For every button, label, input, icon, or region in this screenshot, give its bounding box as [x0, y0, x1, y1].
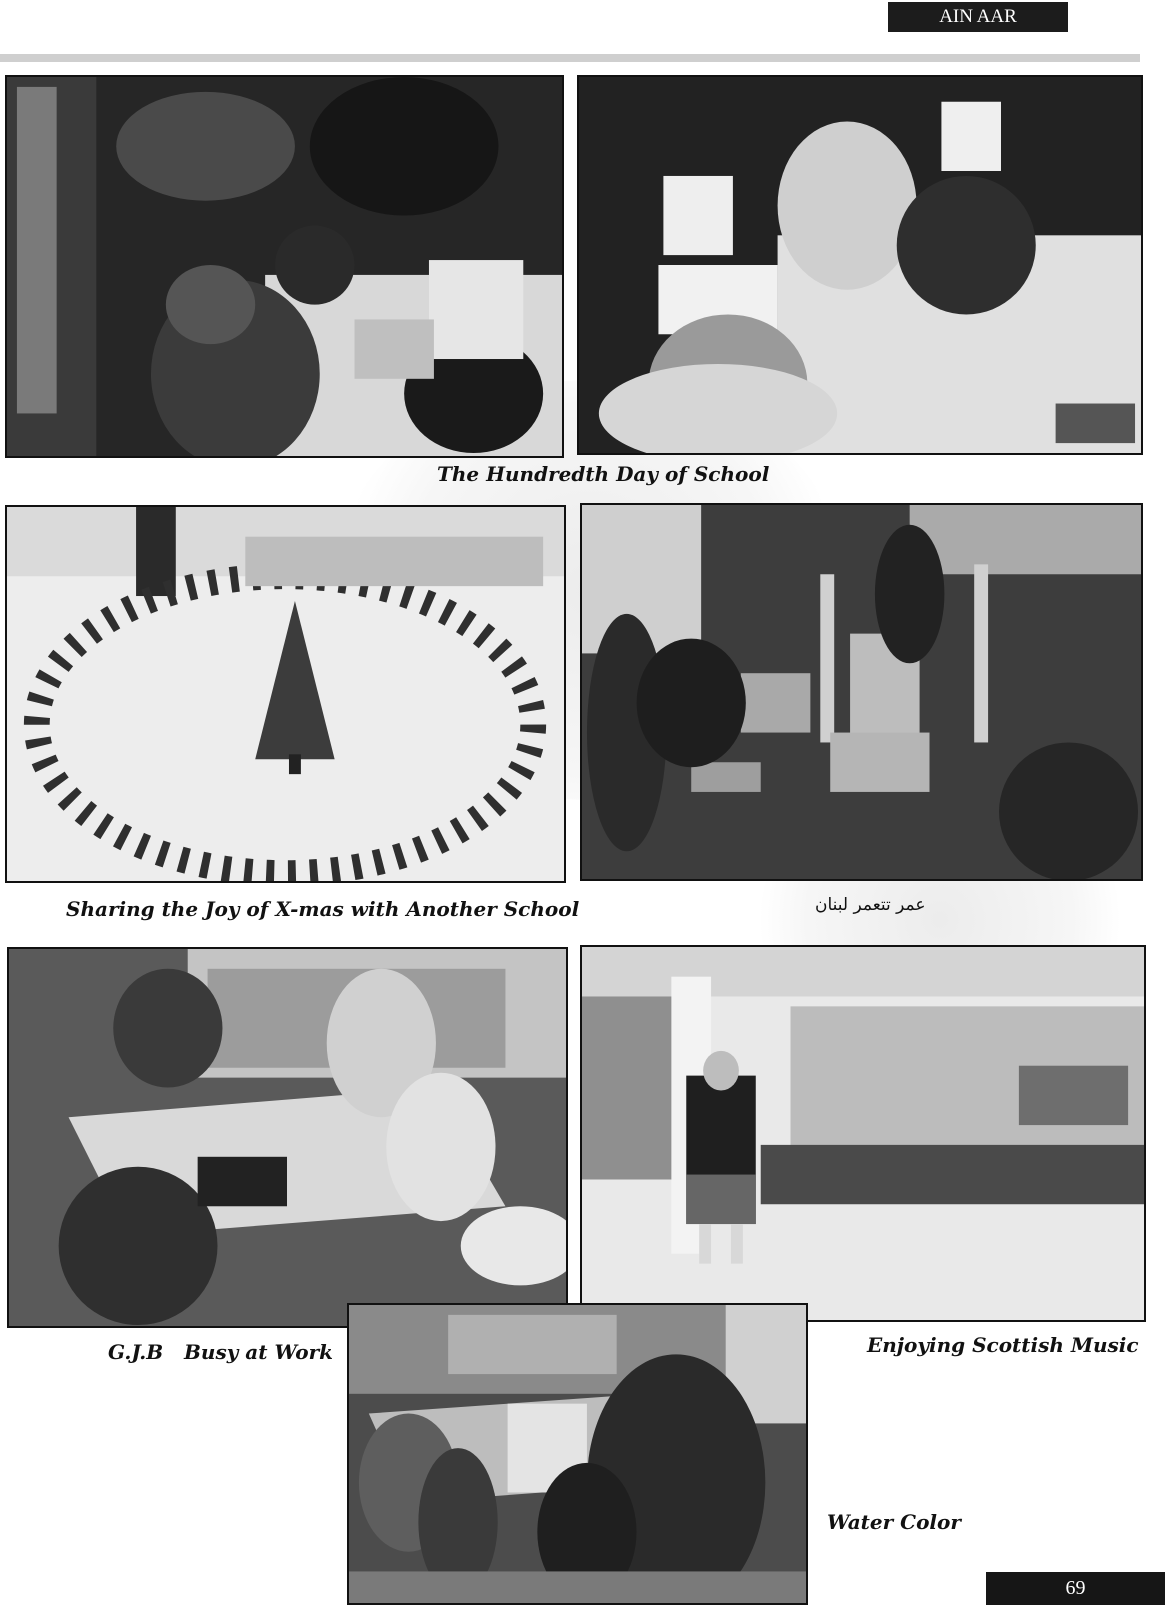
photo-xmas-circle	[5, 505, 566, 883]
caption-water-color: Water Color	[827, 1510, 961, 1534]
photo-water-color	[347, 1303, 808, 1605]
caption-scottish: Enjoying Scottish Music	[867, 1333, 1139, 1357]
photo-frame-backdrop	[0, 54, 1140, 62]
photo-hundredth-day-crafts	[5, 75, 564, 458]
caption-xmas: Sharing the Joy of X-mas with Another School	[66, 897, 580, 921]
photo-busy-at-work	[7, 947, 568, 1328]
caption-busy-at-work: G.J.B Busy at Work	[108, 1340, 334, 1364]
photo-hundredth-day-hats	[577, 75, 1143, 455]
caption-arabic-name: عمر تتعمر لبنان	[815, 895, 926, 915]
page-number: 69	[986, 1572, 1165, 1605]
photo-block-building	[580, 503, 1143, 881]
photo-scottish-piper	[580, 945, 1146, 1322]
caption-hundredth-day: The Hundredth Day of School	[437, 462, 770, 486]
section-tag: AIN AAR	[888, 2, 1068, 32]
